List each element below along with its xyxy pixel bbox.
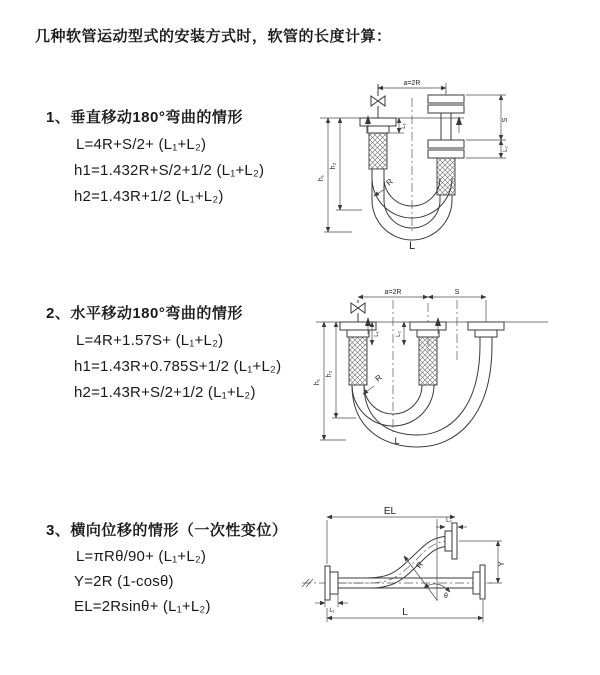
- dim-a2r: [358, 289, 428, 297]
- braided-hose-section: [369, 133, 387, 169]
- svg-text:θ: θ: [444, 593, 448, 600]
- valve-icon: [371, 84, 385, 118]
- svg-text:L₁: L₁: [329, 608, 335, 614]
- svg-text:Y: Y: [497, 561, 506, 567]
- right-flange: [445, 523, 457, 559]
- dim-h2: [330, 118, 362, 210]
- middle-pipe: [410, 322, 446, 385]
- page-title: 几种软管运动型式的安装方式时，软管的长度计算：: [35, 28, 392, 45]
- diagram-vertical-180-bend: [312, 72, 552, 262]
- section1-heading: 1、垂直移动180°弯曲的情形: [46, 109, 243, 126]
- diagram-lateral-displacement: [298, 505, 598, 645]
- dim-a2r: [378, 80, 446, 93]
- svg-text:EL: EL: [383, 506, 397, 517]
- dim-h1: [314, 322, 346, 440]
- section1-formula-L: L=4R+S/2+ (L₁+L₂): [76, 136, 207, 153]
- svg-text:L₁: L₁: [401, 123, 407, 129]
- svg-text:L₂: L₂: [446, 518, 452, 524]
- left-pipe: [340, 322, 376, 385]
- dim-l: [327, 600, 483, 622]
- dim-h1: [318, 118, 352, 232]
- dim-s: [466, 95, 509, 140]
- svg-text:a=2R: a=2R: [384, 289, 402, 296]
- section2-heading: 2、水平移动180°弯曲的情形: [46, 305, 243, 322]
- length-label: L: [408, 240, 416, 252]
- section1-formula-h2: h2=1.43R+1/2 (L₁+L₂): [74, 188, 224, 205]
- svg-text:h₂: h₂: [330, 162, 337, 170]
- svg-text:L₁: L₁: [374, 331, 380, 337]
- right-pipe: [468, 322, 504, 337]
- left-flange: [325, 566, 338, 600]
- length-label: L: [394, 436, 400, 446]
- section2-formula-h1: h1=1.43R+0.785S+1/2 (L₁+L₂): [74, 358, 282, 375]
- section1-formula-h1: h1=1.432R+S/2+1/2 (L₁+L₂): [74, 162, 265, 179]
- svg-text:L₂: L₂: [396, 331, 402, 337]
- braided-hose-section: [437, 158, 455, 195]
- svg-text:L: L: [402, 607, 408, 618]
- section3-formula-L: L=πRθ/90+ (L₁+L₂): [76, 548, 207, 565]
- svg-text:S: S: [454, 289, 460, 296]
- s-curve-hose: [338, 536, 452, 588]
- svg-text:h₂: h₂: [326, 370, 333, 378]
- dim-l2: [396, 322, 404, 345]
- svg-text:S: S: [502, 117, 509, 123]
- section2-formula-h2: h2=1.43R+S/2+1/2 (L₁+L₂): [74, 384, 256, 401]
- svg-text:h₁: h₁: [314, 378, 321, 386]
- dim-el: [327, 506, 455, 564]
- section2-formula-L: L=4R+1.57S+ (L₁+L₂): [76, 332, 224, 349]
- braided-hose-section: [349, 337, 367, 385]
- section3-formula-Y: Y=2R (1-cosθ): [74, 573, 174, 590]
- section3-heading: 3、横向位移的情形（一次性变位）: [46, 522, 288, 539]
- braided-hose-section: [419, 337, 437, 385]
- original-position-pipe: [338, 565, 485, 599]
- svg-text:R: R: [384, 176, 395, 188]
- svg-text:L₂: L₂: [503, 146, 509, 152]
- svg-text:R: R: [414, 560, 426, 571]
- svg-text:R: R: [373, 372, 384, 384]
- diagram-horizontal-180-bend: [312, 282, 552, 452]
- right-pipe: [428, 90, 464, 200]
- dim-l1: [315, 592, 348, 614]
- svg-text:h₁: h₁: [318, 174, 325, 182]
- dim-l2: [466, 140, 509, 158]
- left-pipe: [360, 118, 396, 200]
- section3-formula-EL: EL=2Rsinθ+ (L₁+L₂): [74, 598, 211, 615]
- svg-text:a=2R: a=2R: [403, 80, 421, 87]
- valve-icon: [351, 300, 365, 322]
